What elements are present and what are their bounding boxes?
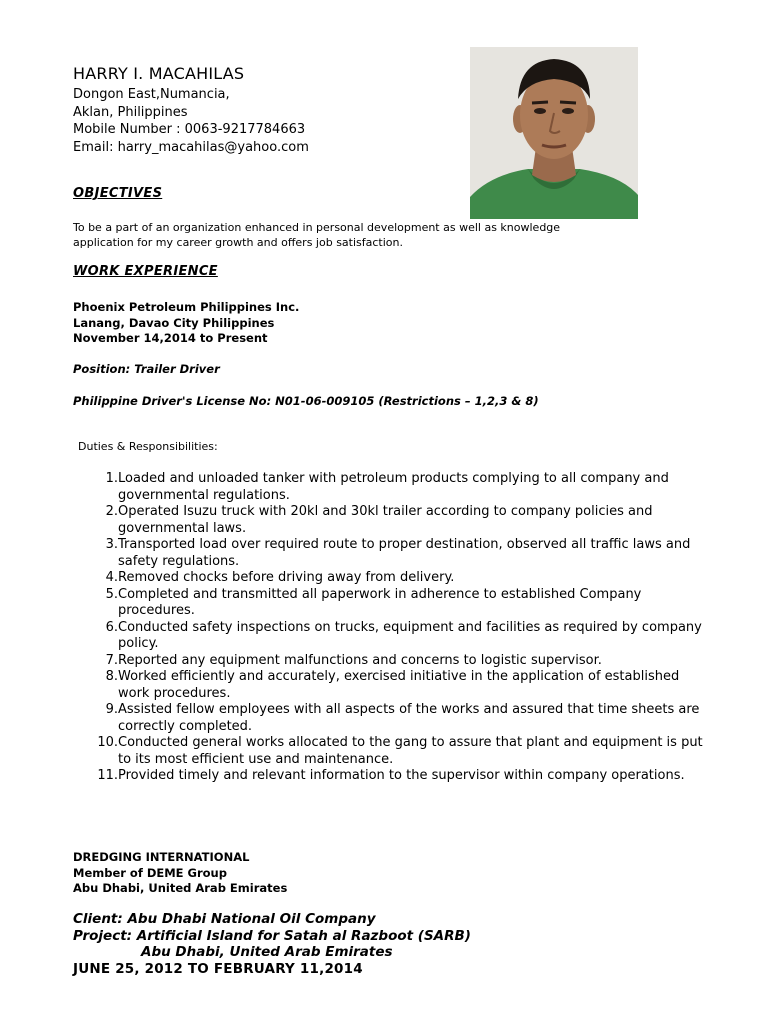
duty-text: Worked efficiently and accurately, exercised initiative in the application of established work procedures. [118, 669, 680, 701]
duty-text: Reported any equipment malfunctions and concerns to logistic supervisor. [118, 652, 602, 668]
duties-list [82, 471, 712, 785]
contact-block [73, 86, 309, 156]
applicant-name: HARRY I. MACAHILAS [73, 64, 245, 83]
objectives-line-1: To be a part of an organization enhanced in personal development as well as knowledge [73, 221, 561, 234]
previous-employer-name: DREDGING INTERNATIONAL [73, 850, 250, 864]
duty-number: 2. [105, 504, 118, 519]
objectives-heading: OBJECTIVES [73, 186, 163, 201]
duty-number: 8. [105, 669, 118, 684]
duty-text: Loaded and unloaded tanker with petroleum products complying to all company and governmental regulations. [118, 471, 669, 503]
duty-number: 4. [105, 570, 118, 585]
work-experience-heading: WORK EXPERIENCE [73, 264, 218, 279]
duties-title: Duties & Responsibilities: [78, 440, 218, 453]
duty-item [82, 620, 712, 653]
previous-employer-member: Member of DEME Group [73, 865, 227, 880]
duty-text: Transported load over required route to proper destination, observed all traffic laws and safety regulations. [118, 537, 691, 569]
duty-text: Assisted fellow employees with all aspects of the works and assured that time sheets are correctly completed. [118, 702, 700, 734]
duty-text: Removed chocks before driving away from delivery. [118, 570, 455, 585]
duty-text: Operated Isuzu truck with 20kl and 30kl trailer according to company policies and governmental laws. [118, 504, 653, 536]
previous-employer-block [73, 850, 287, 897]
employer-location: Lanang, Davao City Philippines [73, 315, 275, 330]
duty-number: 7. [105, 652, 118, 668]
duty-item [82, 570, 712, 587]
duty-text: Conducted general works allocated to the gang to assure that plant and equipment is put to its most efficient use and maintenance. [118, 735, 703, 767]
duty-number: 3. [105, 537, 118, 552]
duty-item [82, 735, 712, 768]
portrait-image [470, 47, 638, 219]
duty-text: Provided timely and relevant information to the supervisor within company operations. [118, 768, 685, 783]
email-address: Email: harry_macahilas@yahoo.com [73, 139, 309, 155]
duty-text: Completed and transmitted all paperwork in adherence to established Company procedures. [118, 586, 642, 618]
duty-number: 10. [97, 735, 118, 750]
duty-item [82, 669, 712, 702]
objectives-line-2: application for my career growth and offers job satisfaction. [73, 236, 403, 249]
duty-number: 6. [105, 619, 118, 635]
duty-number: 1. [105, 471, 118, 486]
duty-item [82, 471, 712, 504]
duty-number: 11. [97, 768, 118, 783]
duty-item [82, 768, 712, 785]
duty-number: 9. [105, 702, 118, 717]
employer-name: Phoenix Petroleum Philippines Inc. [73, 300, 300, 314]
duty-item [82, 653, 712, 670]
drivers-license: Philippine Driver's License No: N01-06-009105 (Restrictions – 1,2,3 & 8) [73, 394, 539, 408]
duty-text: Conducted safety inspections on trucks, equipment and facilities as required by company policy. [118, 619, 702, 651]
address-line-2: Aklan, Philippines [73, 104, 188, 120]
mobile-number: Mobile Number : 0063-9217784663 [73, 122, 306, 137]
previous-employer-location: Abu Dhabi, United Arab Emirates [73, 881, 288, 895]
applicant-photo [470, 47, 638, 219]
project-location: Abu Dhabi, United Arab Emirates [141, 944, 393, 960]
duty-item [82, 504, 712, 537]
previous-employment-period: JUNE 25, 2012 TO FEBRUARY 11,2014 [73, 961, 363, 977]
employment-period: November 14,2014 to Present [73, 331, 268, 345]
objectives-text [73, 220, 673, 250]
project-name: Project: Artificial Island for Satah al Razboot (SARB) [73, 927, 471, 944]
address-line-1: Dongon East,Numancia, [73, 87, 230, 102]
client-project-block [73, 911, 471, 961]
duty-number: 5. [105, 586, 118, 602]
duty-item [82, 537, 712, 570]
employer-block [73, 300, 299, 347]
duty-item [82, 702, 712, 735]
position-title: Position: Trailer Driver [73, 362, 220, 376]
duty-item [82, 587, 712, 620]
client-name: Client: Abu Dhabi National Oil Company [73, 911, 376, 927]
